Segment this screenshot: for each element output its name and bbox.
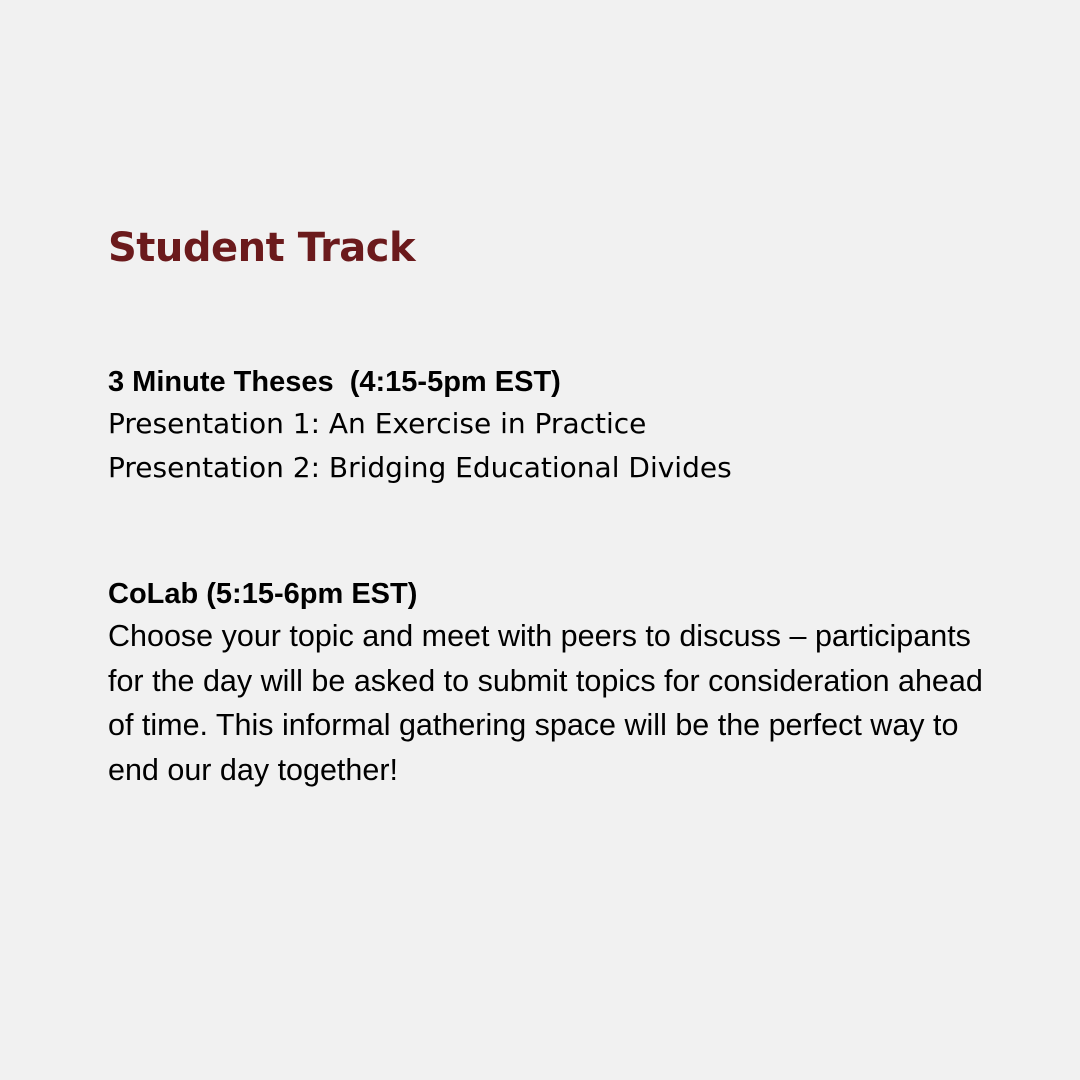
presentation-2-line: Presentation 2: Bridging Educational Divides bbox=[108, 451, 732, 484]
three-minute-theses-section bbox=[108, 362, 988, 490]
colab-heading: CoLab (5:15-6pm EST) bbox=[108, 578, 418, 610]
page-title: Student Track bbox=[108, 225, 416, 271]
presentation-1-line: Presentation 1: An Exercise in Practice bbox=[108, 407, 647, 440]
colab-section bbox=[108, 574, 988, 792]
colab-description: Choose your topic and meet with peers to discuss – participants for the day will be asked to submit topics for consideration ahead of time. This informal gathering space will be the perfect way to end our day together! bbox=[108, 619, 983, 787]
student-track-page bbox=[108, 0, 1008, 1080]
three-minute-theses-heading: 3 Minute Theses (4:15-5pm EST) bbox=[108, 366, 561, 398]
